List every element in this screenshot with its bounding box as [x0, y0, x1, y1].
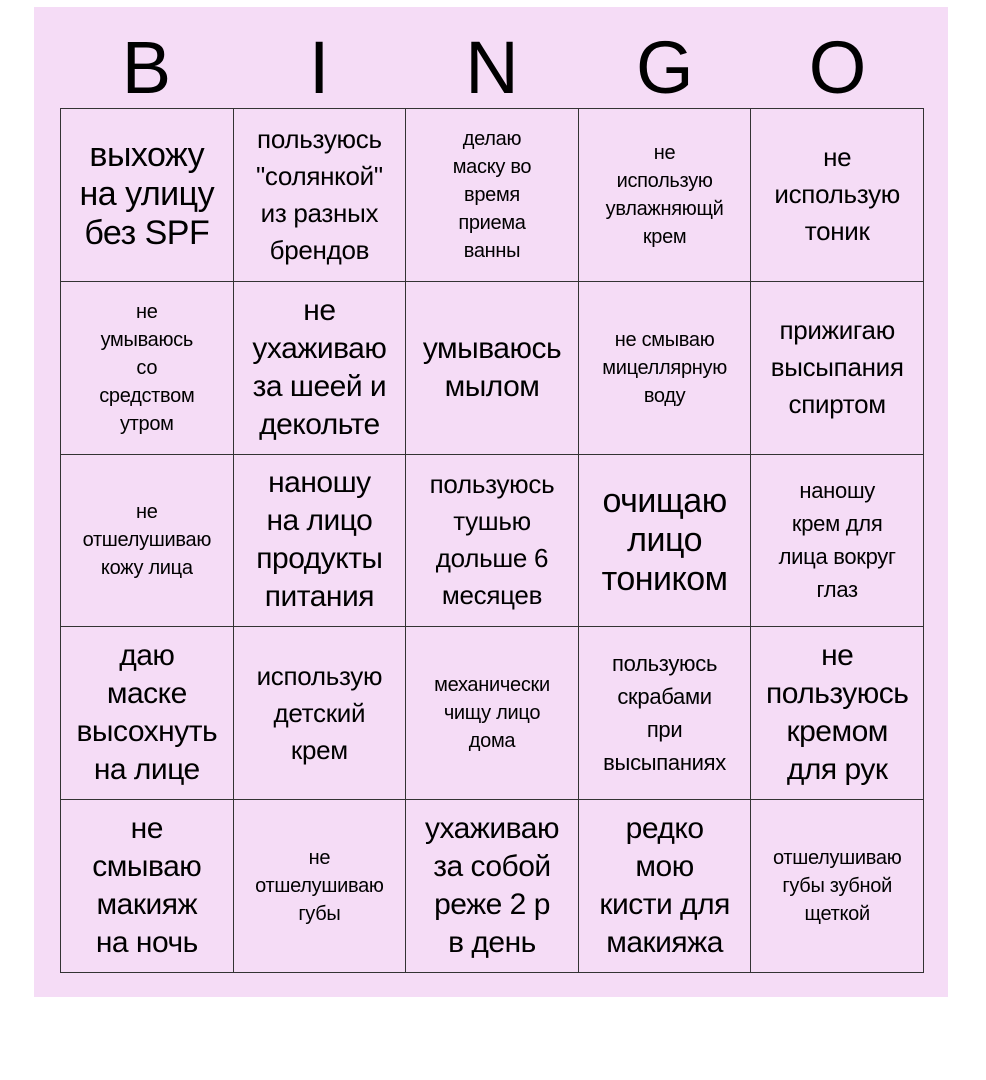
- bingo-cell-r4-c3[interactable]: механически чищу лицо дома: [406, 627, 579, 800]
- bingo-cell-r2-c3[interactable]: умываюсь мылом: [406, 282, 579, 455]
- bingo-cell-r5-c1[interactable]: не смываю макияж на ночь: [61, 800, 234, 973]
- bingo-cell-r3-c5[interactable]: наношу крем для лица вокруг глаз: [751, 455, 924, 628]
- bingo-cell-r3-c2[interactable]: наношу на лицо продукты питания: [234, 455, 407, 628]
- header-letter-b: B: [121, 26, 172, 109]
- bingo-cell-r2-c5[interactable]: прижигаю высыпания спиртом: [751, 282, 924, 455]
- header-letter-g: G: [636, 26, 694, 109]
- header-letter-n: N: [465, 26, 519, 109]
- bingo-cell-r1-c5[interactable]: не использую тоник: [751, 109, 924, 282]
- bingo-cell-r3-c4[interactable]: очищаю лицо тоником: [579, 455, 752, 628]
- header-letter-o: O: [808, 26, 867, 109]
- bingo-grid: [60, 108, 924, 973]
- bingo-cell-r3-c3[interactable]: пользуюсь тушью дольше 6 месяцев: [406, 455, 579, 628]
- bingo-cell-r3-c1[interactable]: не отшелушиваю кожу лица: [61, 455, 234, 628]
- bingo-cell-r2-c1[interactable]: не умываюсь со средством утром: [61, 282, 234, 455]
- bingo-cell-r2-c2[interactable]: не ухаживаю за шеей и декольте: [234, 282, 407, 455]
- bingo-cell-r1-c2[interactable]: пользуюсь "солянкой" из разных брендов: [234, 109, 407, 282]
- bingo-cell-r5-c2[interactable]: не отшелушиваю губы: [234, 800, 407, 973]
- bingo-cell-r1-c3[interactable]: делаю маску во время приема ванны: [406, 109, 579, 282]
- bingo-cell-r1-c1[interactable]: выхожу на улицу без SPF: [61, 109, 234, 282]
- bingo-header: [60, 28, 924, 108]
- bingo-cell-r5-c3[interactable]: ухаживаю за собой реже 2 р в день: [406, 800, 579, 973]
- bingo-cell-r1-c4[interactable]: не использую увлажняющй крем: [579, 109, 752, 282]
- bingo-cell-r4-c5[interactable]: не пользуюсь кремом для рук: [751, 627, 924, 800]
- header-letter-i: I: [308, 26, 330, 109]
- bingo-cell-r5-c4[interactable]: редко мою кисти для макияжа: [579, 800, 752, 973]
- bingo-cell-r5-c5[interactable]: отшелушиваю губы зубной щеткой: [751, 800, 924, 973]
- bingo-cell-r4-c1[interactable]: даю маске высохнуть на лице: [61, 627, 234, 800]
- bingo-cell-r4-c4[interactable]: пользуюсь скрабами при высыпаниях: [579, 627, 752, 800]
- bingo-cell-r2-c4[interactable]: не смываю мицеллярную воду: [579, 282, 752, 455]
- bingo-cell-r4-c2[interactable]: использую детский крем: [234, 627, 407, 800]
